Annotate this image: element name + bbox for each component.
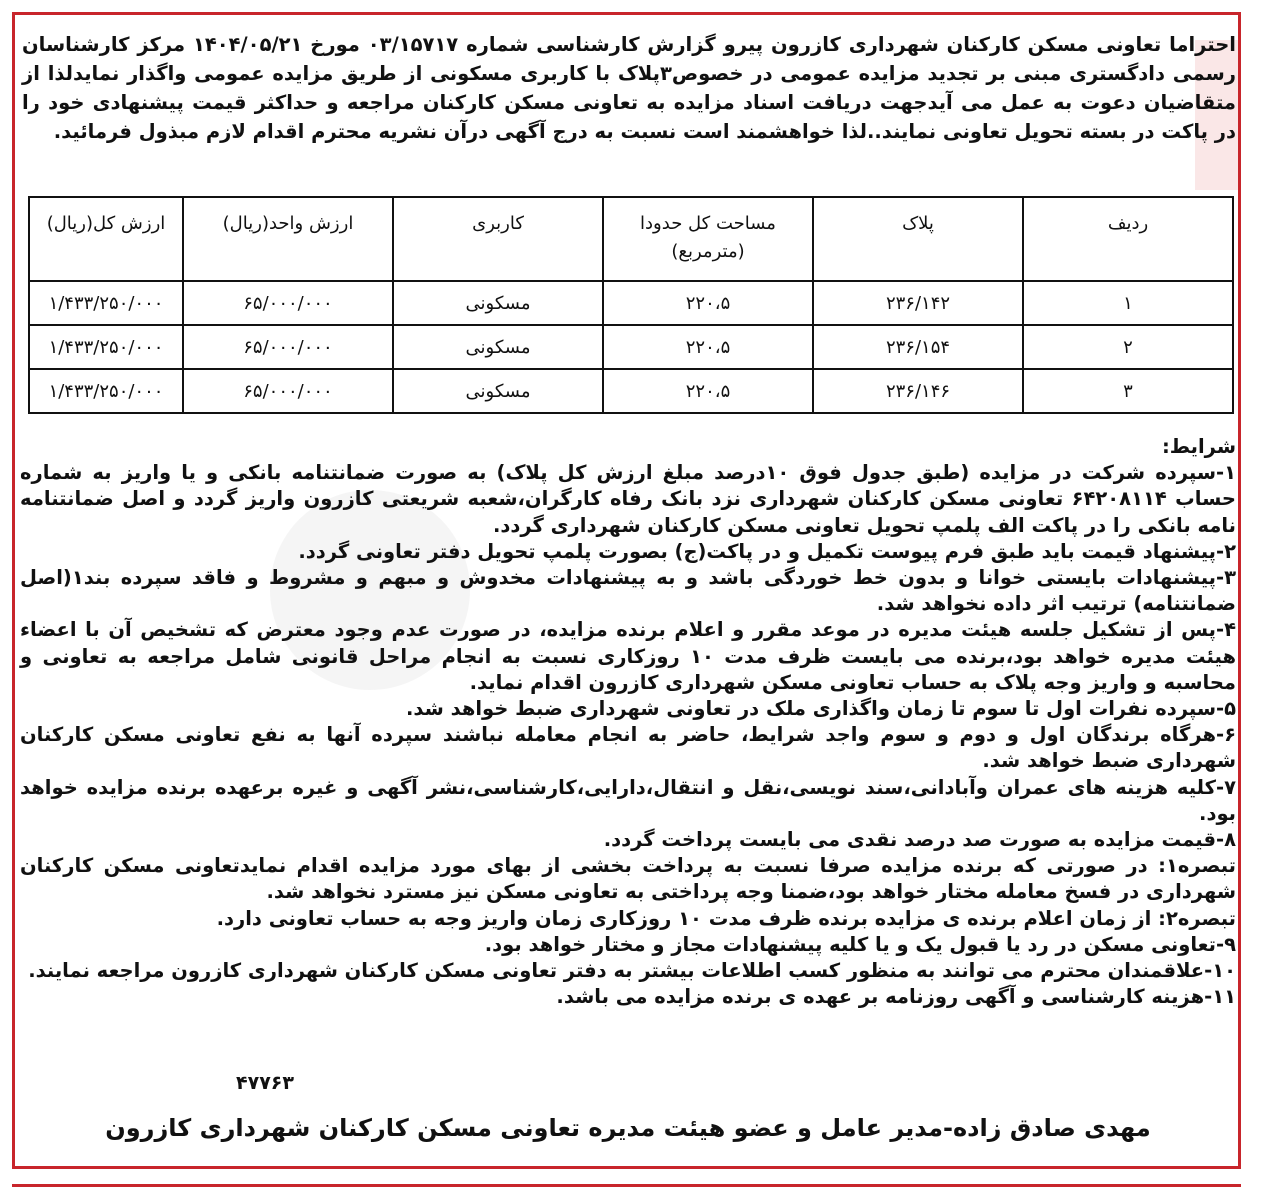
cell-unit-value: ۶۵/۰۰۰/۰۰۰ (183, 369, 393, 413)
header-area-line2: (مترمربع) (671, 241, 745, 262)
cell-area: ۲۲۰،۵ (603, 281, 813, 325)
cell-total-value: ۱/۴۳۳/۲۵۰/۰۰۰ (29, 369, 183, 413)
cell-unit-value: ۶۵/۰۰۰/۰۰۰ (183, 325, 393, 369)
table-row (29, 325, 1233, 369)
note-item: تبصره۲: از زمان اعلام برنده ی مزایده برنده ظرف مدت ۱۰ روزکاری زمان واریز وجه به حساب تعاونی دارد. (216, 906, 1236, 930)
conditions-section (20, 434, 1236, 1010)
header-area-line1: مساحت کل حدودا (640, 213, 776, 234)
condition-item: ۱۰-علاقمندان محترم می توانند به منظور کسب اطلاعات بیشتر به دفتر تعاونی مسکن کارکنان شهرداری کازرون مراجعه نمایند. (28, 959, 1236, 983)
cell-usage: مسکونی (393, 369, 603, 413)
condition-item: ۶-هرگاه برندگان اول و دوم و سوم واجد شرایط، حاضر به انجام معامله نباشند سپرده آنها به نفع تعاونی مسکن کارکنان شهرداری ضبط خواهد شد. (20, 723, 1236, 773)
table-row (29, 281, 1233, 325)
header-total-value: ارزش کل(ریال) (29, 197, 183, 281)
condition-item: ۳-پیشنهادات بایستی خوانا و بدون خط خوردگی باشد و به پیشنهادات مخدوش و مبهم و مشروط و فاقد سپرده بند۱(اصل ضمانتنامه) ترتیب اثر داده نخواهد شد. (20, 566, 1236, 616)
header-area (603, 197, 813, 281)
cell-total-value: ۱/۴۳۳/۲۵۰/۰۰۰ (29, 281, 183, 325)
condition-item: ۷-کلیه هزینه های عمران وآبادانی،سند نویسی،نقل و انتقال،دارایی،کارشناسی،نشر آگهی و غیره برعهده برنده مزایده خواهد بود. (20, 775, 1236, 825)
cell-area: ۲۲۰،۵ (603, 325, 813, 369)
cell-unit-value: ۶۵/۰۰۰/۰۰۰ (183, 281, 393, 325)
header-usage: کاربری (393, 197, 603, 281)
cell-plate: ۲۳۶/۱۵۴ (813, 325, 1023, 369)
cell-usage: مسکونی (393, 281, 603, 325)
cell-row-no: ۲ (1023, 325, 1233, 369)
next-notice-edge (12, 1184, 1241, 1198)
condition-item: ۱-سپرده شرکت در مزایده (طبق جدول فوق ۱۰درصد مبلغ ارزش کل پلاک) به صورت ضمانتنامه بانکی و یا واریز به شماره حساب ۶۴۲۰۸۱۱۴ تعاونی مسکن کارکنان شهرداری نزد بانک رفاه کارگران،شعبه شریعتی کازرون واریز گردد و اصل ضمانتنامه نامه بانکی را در پاکت الف پلمپ تحویل تعاونی مسکن کارکنان شهرداری گردد. (20, 461, 1236, 537)
table-row (29, 369, 1233, 413)
cell-row-no: ۳ (1023, 369, 1233, 413)
table-header-row (29, 197, 1233, 281)
conditions-title: شرایط: (1162, 435, 1236, 458)
condition-item: ۹-تعاونی مسکن در رد یا قبول یک و یا کلیه پیشنهادات مجاز و مختار خواهد بود. (484, 932, 1236, 956)
signature-line: مهدی صادق زاده-مدیر عامل و عضو هیئت مدیره تعاونی مسکن کارکنان شهرداری کازرون (105, 1114, 1151, 1142)
cell-total-value: ۱/۴۳۳/۲۵۰/۰۰۰ (29, 325, 183, 369)
cell-usage: مسکونی (393, 325, 603, 369)
condition-item: ۴-پس از تشکیل جلسه هیئت مدیره در موعد مقرر و اعلام برنده مزایده، در صورت عدم وجود معترض که تشخیص آن با اعضاء هیئت مدیره خواهد بود،برنده می بایست ظرف مدت ۱۰ روزکاری نسبت به انجام مراحل قانونی شامل مراجعه به تعاونی و محاسبه و واریز وجه پلاک به حساب تعاونی مسکن شهرداری کازرون اقدام نماید. (20, 618, 1236, 694)
condition-item: ۸-قیمت مزایده به صورت صد درصد نقدی می بایست پرداخت گردد. (603, 828, 1236, 852)
header-plate: پلاک (813, 197, 1023, 281)
condition-item: ۵-سپرده نفرات اول تا سوم تا زمان واگذاری ملک در تعاونی شهرداری ضبط خواهد شد. (405, 697, 1236, 721)
cell-plate: ۲۳۶/۱۴۲ (813, 281, 1023, 325)
cell-plate: ۲۳۶/۱۴۶ (813, 369, 1023, 413)
note-item: تبصره۱: در صورتی که برنده مزایده صرفا نسبت به پرداخت بخشی از بهای مورد مزایده اقدام نمایدتعاونی مسکن کارکنان شهرداری در فسخ معامله مختار خواهد بود،ضمنا وجه پرداختی به تعاونی مسکن نیز مسترد نخواهد شد. (20, 854, 1236, 904)
header-row-no: ردیف (1023, 197, 1233, 281)
intro-paragraph: احتراما تعاونی مسکن کارکنان شهرداری کازرون پیرو گزارش کارشناسی شماره ۰۳/۱۵۷۱۷ مورخ ۱۴۰۴/۰۵/۲۱ مرکز کارشناسان رسمی دادگستری مبنی بر تجدید مزایده عمومی در خصوص۳پلاک با کاربری مسکونی از طریق مزایده عمومی واگذار نمایدلذا از متقاضیان دعوت به عمل می آیدجهت دریافت اسناد مزایده به تعاونی مسکن کارکنان مراجعه و حداکثر قیمت پیشنهادی خود را در پاکت در بسته تحویل تعاونی نمایند..لذا خواهشمند است نسبت به درج آگهی درآن نشریه محترم اقدام لازم مبذول فرمائید. (22, 33, 1236, 143)
cell-row-no: ۱ (1023, 281, 1233, 325)
lots-table (28, 196, 1234, 414)
condition-item: ۱۱-هزینه کارشناسی و آگهی روزنامه بر عهده ی برنده مزایده می باشد. (556, 985, 1236, 1009)
reference-number: ۴۷۷۶۳ (236, 1072, 294, 1094)
cell-area: ۲۲۰،۵ (603, 369, 813, 413)
condition-item: ۲-پیشنهاد قیمت باید طبق فرم پیوست تکمیل و در پاکت(ج) بصورت پلمپ تحویل دفتر تعاونی گردد. (298, 539, 1236, 563)
header-unit-value: ارزش واحد(ریال) (183, 197, 393, 281)
